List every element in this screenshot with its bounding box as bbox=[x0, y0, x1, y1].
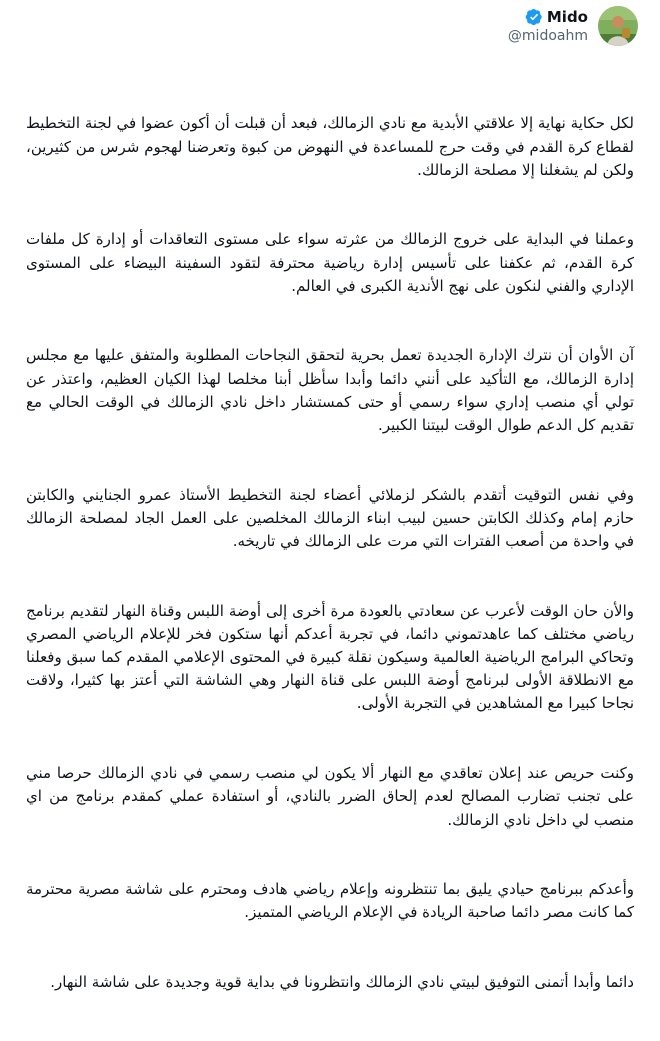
display-name-row bbox=[508, 8, 588, 26]
avatar[interactable] bbox=[598, 6, 638, 46]
tweet-paragraph-5: والأن حان الوقت لأعرب عن سعادتي بالعودة مرة أخرى إلى أوضة اللبس وقناة النهار لتقديم برنامج رياضي مختلف كما عاهدتموني دائما، في تجربة أعدكم أنها ستكون فخر للإعلام الرياضي المصري وتحاكي البرامج الرياضية العالمية وسيكون نقلة كبيرة في المحتوى الإعلامي المقدم كما سبق وفعلنا مع الانطلاقة الأولى لبرنامج أوضة اللبس على قناة النهار وهي الشاشة التي أعتز بها كثيرا، ولاقت نجاحا كبيرا مع المشاهدين في التجربة الأولى. bbox=[21, 601, 634, 713]
tweet-paragraph-7: وأعدكم ببرنامج حيادي يليق بما تنتظرونه وإعلام رياضي هادف ومحترم على شاشة مصرية محترمة كما كانت مصر دائما صاحبة الريادة في الإعلام الرياضي المتميز. bbox=[21, 880, 634, 922]
tweet-header bbox=[508, 6, 638, 46]
tweet-body bbox=[21, 66, 634, 1041]
author-names bbox=[508, 8, 588, 44]
verified-badge-icon bbox=[525, 8, 543, 26]
author-display-name[interactable]: Mido bbox=[546, 8, 588, 26]
tweet-paragraph-3: آن الأوان أن نترك الإدارة الجديدة تعمل بحرية لتحقق النجاحات المطلوبة والمتفق عليها مع مجلس إدارة الزمالك، مع التأكيد على أنني دائما وأبدا سأظل أبنا مخلصا لهذا الكيان العظيم، واعتذر عن تولي أي منصب إداري سواء رسمي أو حتى كمستشار داخل نادي الزمالك في الوقت الحالي مع تقديم كل الدعم طوال الوقت لبيتنا الكبير. bbox=[21, 346, 634, 435]
tweet-paragraph-6: وكنت حريص عند إعلان تعاقدي مع النهار ألا يكون لي منصب رسمي في نادي الزمالك حرصا مني على تجنب تضارب المصالح لعدم إلحاق الضرر بالنادي، أو استفادة عملي كمقدم برنامج من اي منصب لي داخل نادي الزمالك. bbox=[21, 764, 634, 829]
author-handle[interactable]: @midoahm bbox=[507, 28, 588, 44]
tweet-paragraph-8: دائما وأبدا أتمنى التوفيق لبيتي نادي الزمالك وانتظرونا في بداية قوية وجديدة على شاشة النهار. bbox=[50, 972, 634, 991]
tweet-paragraph-2: وعملنا في البداية على خروج الزمالك من عثرته سواء على مستوى التعاقدات أو إدارة كل ملفات كرة القدم، ثم عكفنا على تأسيس إدارة رياضية محترفة لتقود السفينة البيضاء على المستوى الإداري والفني لنكون على نهج الأندية الكبرى في العالم. bbox=[21, 230, 634, 295]
tweet-paragraph-4: وفي نفس التوقيت أتقدم بالشكر لزملائي أعضاء لجنة التخطيط الأستاذ عمرو الجنايني والكابتن حازم إمام وكذلك الكابتن حسين لبيب ابناء الزمالك المخلصين على العمل الجاد لمصلحة الزمالك في واحدة من أصعب الفترات التي مرت على الزمالك في تاريخه. bbox=[21, 485, 634, 551]
tweet-paragraph-1: لكل حكاية نهاية إلا علاقتي الأبدية مع نادي الزمالك، فبعد أن قبلت أن أكون عضوا في لجنة التخطيط لقطاع كرة القدم في وقت حرج للمساعدة في النهوض من كبوة وتعرضنا لهجوم شرس من كثيرين، ولكن لم يشغلنا إلا مصلحة الزمالك. bbox=[21, 114, 634, 179]
